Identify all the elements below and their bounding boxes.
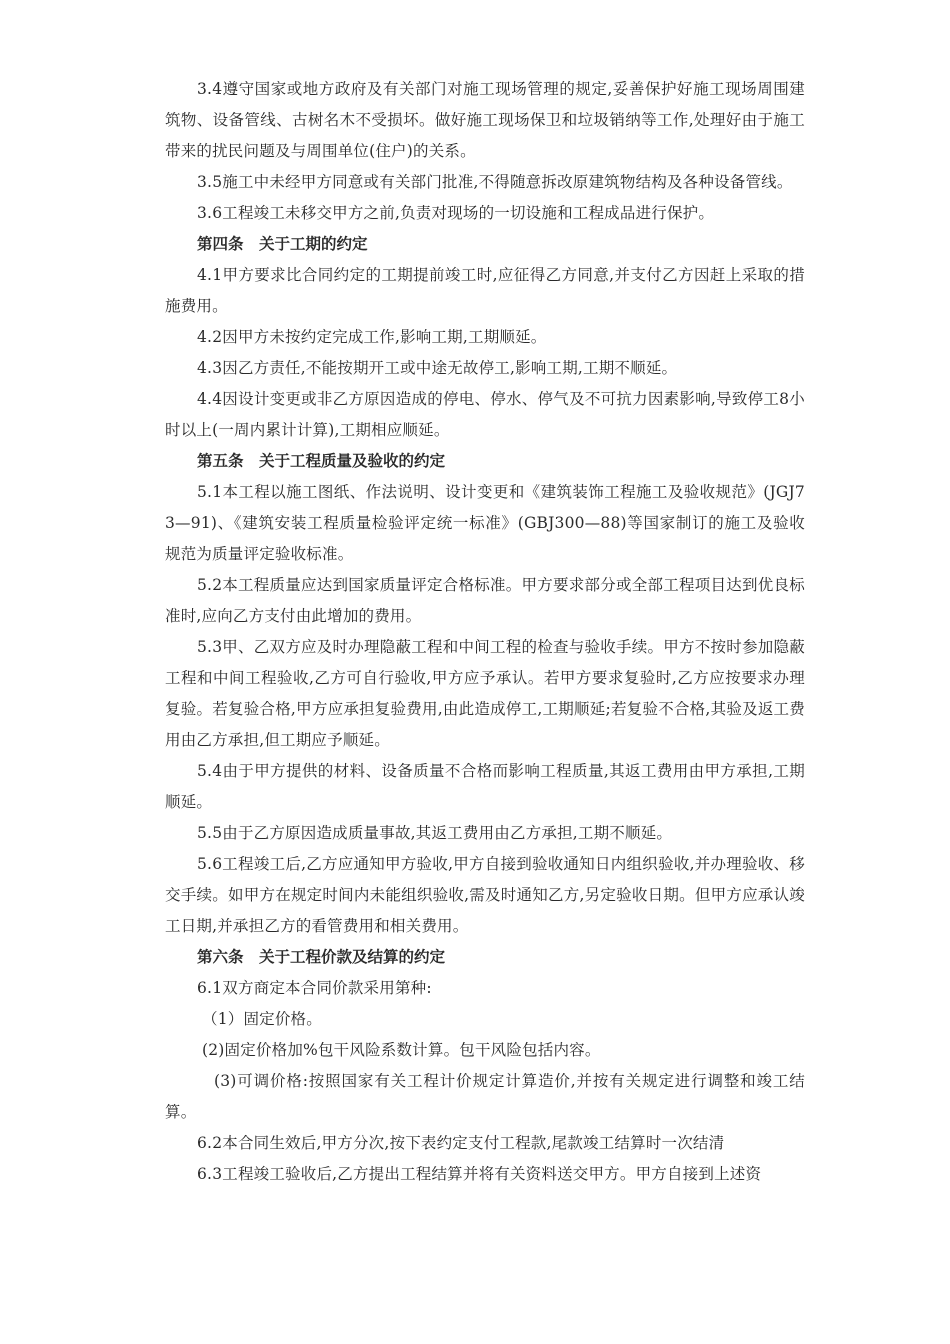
paragraph: 6.3工程竣工验收后,乙方提出工程结算并将有关资料送交甲方。甲方自接到上述资 <box>197 1165 762 1183</box>
paragraph: 5.2本工程质量应达到国家质量评定合格标准。甲方要求部分或全部工程项目达到优良标准时,应向乙方支付由此增加的费用。 <box>165 576 805 625</box>
paragraph: 4.4因设计变更或非乙方原因造成的停电、停水、停气及不可抗力因素影响,导致停工8小时以上(一周内累计计算),工期相应顺延。 <box>165 390 805 439</box>
section-heading: 第四条 关于工期的约定 <box>197 235 368 253</box>
document-body <box>165 74 805 1190</box>
paragraph: 5.5由于乙方原因造成质量事故,其返工费用由乙方承担,工期不顺延。 <box>197 824 673 842</box>
paragraph: (3)可调价格:按照国家有关工程计价规定计算造价,并按有关规定进行调整和竣工结算。 <box>165 1072 805 1121</box>
section-heading: 第五条 关于工程质量及验收的约定 <box>197 452 446 470</box>
paragraph: 5.1本工程以施工图纸、作法说明、设计变更和《建筑装饰工程施工及验收规范》(JGJ73—91)、《建筑安装工程质量检验评定统一标准》(GBJ300—88)等国家制订的施工及验收规范为质量评定验收标准。 <box>165 483 805 563</box>
paragraph: 5.4由于甲方提供的材料、设备质量不合格而影响工程质量,其返工费用由甲方承担,工期顺延。 <box>165 762 805 811</box>
paragraph: 5.3甲、乙双方应及时办理隐蔽工程和中间工程的检查与验收手续。甲方不按时参加隐蔽工程和中间工程验收,乙方可自行验收,甲方应予承认。若甲方要求复验时,乙方应按要求办理复验。若复验合格,甲方应承担复验费用,由此造成停工,工期顺延;若复验不合格,其验及返工费用由乙方承担,但工期应予顺延。 <box>165 638 805 749</box>
paragraph: 4.3因乙方责任,不能按期开工或中途无故停工,影响工期,工期不顺延。 <box>197 359 678 377</box>
paragraph: 3.6工程竣工未移交甲方之前,负责对现场的一切设施和工程成品进行保护。 <box>197 204 715 222</box>
paragraph: 4.2因甲方未按约定完成工作,影响工期,工期顺延。 <box>197 328 547 346</box>
paragraph: 3.4遵守国家或地方政府及有关部门对施工现场管理的规定,妥善保护好施工现场周围建筑物、设备管线、古树名木不受损坏。做好施工现场保卫和垃圾销纳等工作,处理好由于施工带来的扰民问题及与周围单位(住户)的关系。 <box>165 80 805 160</box>
paragraph: （1）固定价格。 <box>202 1010 322 1028</box>
paragraph: (2)固定价格加%包干风险系数计算。包干风险包括内容。 <box>202 1041 601 1059</box>
paragraph: 3.5施工中未经甲方同意或有关部门批准,不得随意拆改原建筑物结构及各种设备管线。 <box>197 173 793 191</box>
paragraph: 4.1甲方要求比合同约定的工期提前竣工时,应征得乙方同意,并支付乙方因赶上采取的措施费用。 <box>165 266 805 315</box>
paragraph: 6.2本合同生效后,甲方分次,按下表约定支付工程款,尾款竣工结算时一次结清 <box>197 1134 725 1152</box>
paragraph: 5.6工程竣工后,乙方应通知甲方验收,甲方自接到验收通知日内组织验收,并办理验收、移交手续。如甲方在规定时间内未能组织验收,需及时通知乙方,另定验收日期。但甲方应承认竣工日期,并承担乙方的看管费用和相关费用。 <box>165 855 805 935</box>
section-heading: 第六条 关于工程价款及结算的约定 <box>197 948 446 966</box>
paragraph: 6.1双方商定本合同价款采用第种: <box>197 979 432 997</box>
